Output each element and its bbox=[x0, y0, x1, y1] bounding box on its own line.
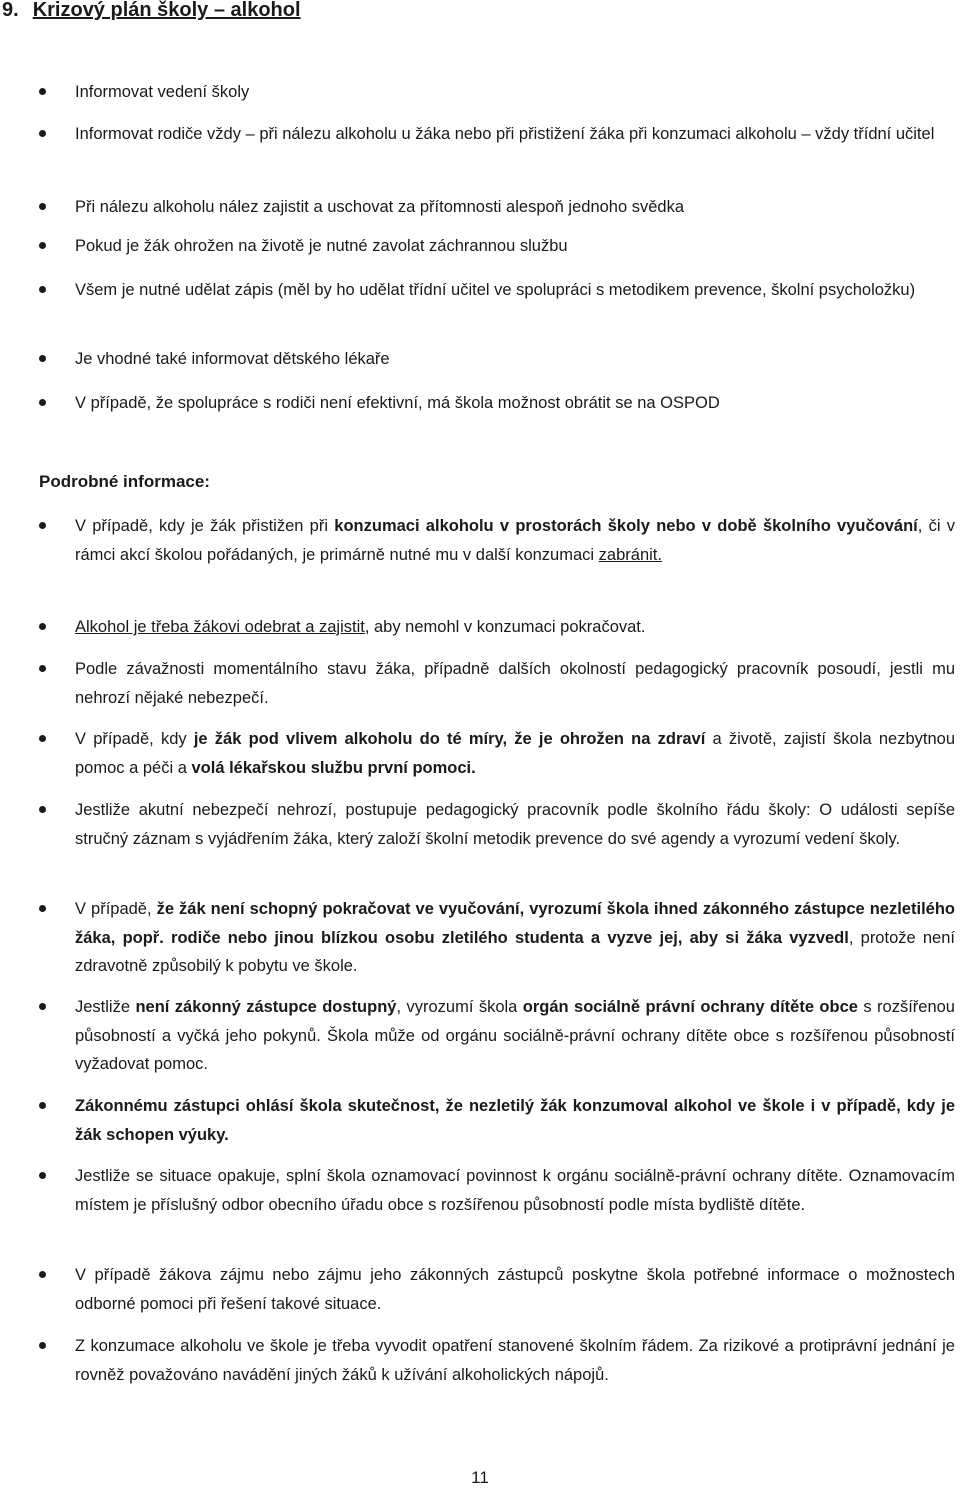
detail-item bbox=[75, 725, 955, 782]
list-item bbox=[75, 276, 955, 305]
details-subheading: Podrobné informace: bbox=[39, 472, 210, 491]
emphasized-text: rodiče nebo jinou blízkou osobu zletilého studenta a vyzve jej, aby si žáka vyzvedl bbox=[171, 928, 849, 947]
bullet-icon bbox=[39, 1003, 46, 1010]
detail-item bbox=[75, 613, 955, 642]
detail-item bbox=[75, 1332, 955, 1389]
text-run: V případě žákova zájmu nebo zájmu jeho zákonných zástupců poskytne škola potřebné informace o možnostech odborné pomoci při řešení takové situace. bbox=[75, 1266, 955, 1313]
bullet-icon bbox=[39, 905, 46, 912]
detail-item-text bbox=[75, 725, 955, 782]
bullet-icon bbox=[39, 1172, 46, 1179]
section-title: Krizový plán školy – alkohol bbox=[32, 0, 301, 21]
detail-item-text bbox=[75, 796, 955, 853]
bullet-icon bbox=[39, 286, 46, 293]
text-run: , vyrozumí škola bbox=[396, 998, 523, 1016]
section-heading bbox=[2, 0, 301, 22]
detail-item bbox=[75, 796, 955, 853]
detail-item bbox=[75, 993, 955, 1079]
bullet-icon bbox=[39, 88, 46, 95]
list-item-text: Při nálezu alkoholu nález zajistit a uschovat za přítomnosti alespoň jednoho svědka bbox=[75, 198, 685, 216]
list-item-text: Informovat vedení školy bbox=[75, 83, 250, 101]
text-run: V případě, kdy bbox=[75, 730, 194, 748]
emphasized-text: že žák není schopný pokračovat ve vyučování, vyrozumí škola ihned zákonného zástupce nezletilého žáka, popř. bbox=[75, 900, 955, 947]
bullet-icon bbox=[39, 623, 46, 630]
bullet-icon bbox=[39, 399, 46, 406]
bullet-icon bbox=[39, 735, 46, 742]
detail-item-text bbox=[75, 895, 955, 981]
detail-item bbox=[75, 512, 955, 569]
detail-item bbox=[75, 1092, 955, 1149]
bullet-icon bbox=[39, 242, 46, 249]
text-run: V případě, bbox=[75, 900, 157, 918]
bullet-icon bbox=[39, 1102, 46, 1109]
list-item bbox=[75, 120, 955, 149]
list-item-text: V případě, že spolupráce s rodiči není efektivní, má škola možnost obrátit se na OSPOD bbox=[75, 394, 720, 412]
bullet-icon bbox=[39, 203, 46, 210]
text-run: , či v rámci akcí školou pořádaných, je primárně nutné mu v další konzumaci bbox=[75, 517, 955, 564]
bullet-icon bbox=[39, 355, 46, 362]
detail-item-text bbox=[75, 1162, 955, 1219]
text-run: Jestliže bbox=[75, 998, 136, 1016]
text-run: V případě, kdy je žák přistižen při bbox=[75, 517, 335, 535]
text-run: s rozšířenou působností a vyčká jeho pokynů. Škola může od orgánu sociálně-právní ochrany dítěte obce s rozšířenou působností vyžadovat pomoc. bbox=[75, 998, 955, 1073]
bullet-icon bbox=[39, 1342, 46, 1349]
bullet-icon bbox=[39, 522, 46, 529]
text-run: , protože není zdravotně způsobilý k pobytu ve škole. bbox=[75, 928, 955, 975]
detail-item-text bbox=[75, 1332, 955, 1389]
detail-item-text bbox=[75, 512, 955, 569]
list-item bbox=[75, 389, 955, 418]
underlined-text: Alkohol je třeba žákovi odebrat a zajistit bbox=[75, 618, 365, 636]
emphasized-text: konzumaci alkoholu v prostorách školy nebo v době školního vyučování bbox=[334, 517, 918, 535]
list-item bbox=[75, 345, 955, 374]
text-run: a životě, zajistí škola nezbytnou pomoc a péči a bbox=[75, 730, 956, 777]
text-run: , aby nemohl v konzumaci pokračovat. bbox=[364, 618, 646, 636]
bullet-icon bbox=[39, 1271, 46, 1278]
emphasized-text: orgán sociálně právní ochrany dítěte obce bbox=[522, 998, 858, 1016]
detail-item bbox=[75, 1162, 955, 1219]
detail-item bbox=[75, 655, 955, 712]
text-run bbox=[164, 929, 171, 947]
page-number: 11 bbox=[471, 1468, 489, 1487]
text-run: Z konzumace alkoholu ve škole je třeba vyvodit opatření stanovené školním řádem. Za rizikové a protiprávní jednání je rovněž považováno navádění jiných žáků k užívání alkoholických nápojů. bbox=[75, 1337, 955, 1384]
list-item bbox=[75, 193, 955, 222]
detail-item-text bbox=[75, 1261, 955, 1318]
detail-item-text bbox=[75, 655, 955, 712]
emphasized-text: je žák pod vlivem alkoholu do té míry, že je ohrožen na zdraví bbox=[193, 730, 706, 748]
underlined-text: zabránit. bbox=[598, 545, 662, 564]
list-item-text: Pokud je žák ohrožen na životě je nutné zavolat záchrannou službu bbox=[75, 237, 568, 255]
section-number: 9. bbox=[2, 0, 19, 21]
emphasized-text: Zákonnému zástupci ohlásí škola skutečnost, že nezletilý žák konzumoval alkohol ve škole i v případě, kdy je žák schopen výuky. bbox=[75, 1097, 955, 1144]
detail-item-text bbox=[75, 993, 955, 1079]
text-run: Jestliže akutní nebezpečí nehrozí, postupuje pedagogický pracovník podle školního řádu školy: O události sepíše stručný záznam s vyjádřením žáka, který založí školní metodik prevence do své agendy a vyrozumí vedení školy. bbox=[75, 801, 955, 848]
list-item bbox=[75, 78, 955, 107]
detail-item-text bbox=[75, 1092, 955, 1149]
detail-item-text bbox=[75, 613, 955, 642]
list-item-text: Informovat rodiče vždy – při nálezu alkoholu u žáka nebo při přistižení žáka při konzumaci alkoholu – vždy třídní učitel bbox=[75, 125, 935, 143]
bullet-icon bbox=[39, 130, 46, 137]
detail-item bbox=[75, 1261, 955, 1318]
list-item-text: Je vhodné také informovat dětského lékaře bbox=[75, 350, 390, 368]
emphasized-text: volá lékařskou službu první pomoci. bbox=[191, 758, 476, 777]
text-run: Jestliže se situace opakuje, splní škola oznamovací povinnost k orgánu sociálně-právní ochrany dítěte. Oznamovacím místem je příslušný odbor obecního úřadu obce s rozšířenou působností podle místa bydliště dítěte. bbox=[75, 1167, 955, 1214]
text-run: Podle závažnosti momentálního stavu žáka, případně dalších okolností pedagogický pracovník posoudí, jestli mu nehrozí nějaké nebezpečí. bbox=[75, 660, 955, 707]
list-item-text: Všem je nutné udělat zápis (měl by ho udělat třídní učitel ve spolupráci s metodikem prevence, školní psycholožku) bbox=[75, 281, 916, 299]
bullet-icon bbox=[39, 665, 46, 672]
detail-item bbox=[75, 895, 955, 981]
list-item bbox=[75, 232, 955, 261]
emphasized-text: není zákonný zástupce dostupný bbox=[135, 998, 397, 1016]
bullet-icon bbox=[39, 806, 46, 813]
